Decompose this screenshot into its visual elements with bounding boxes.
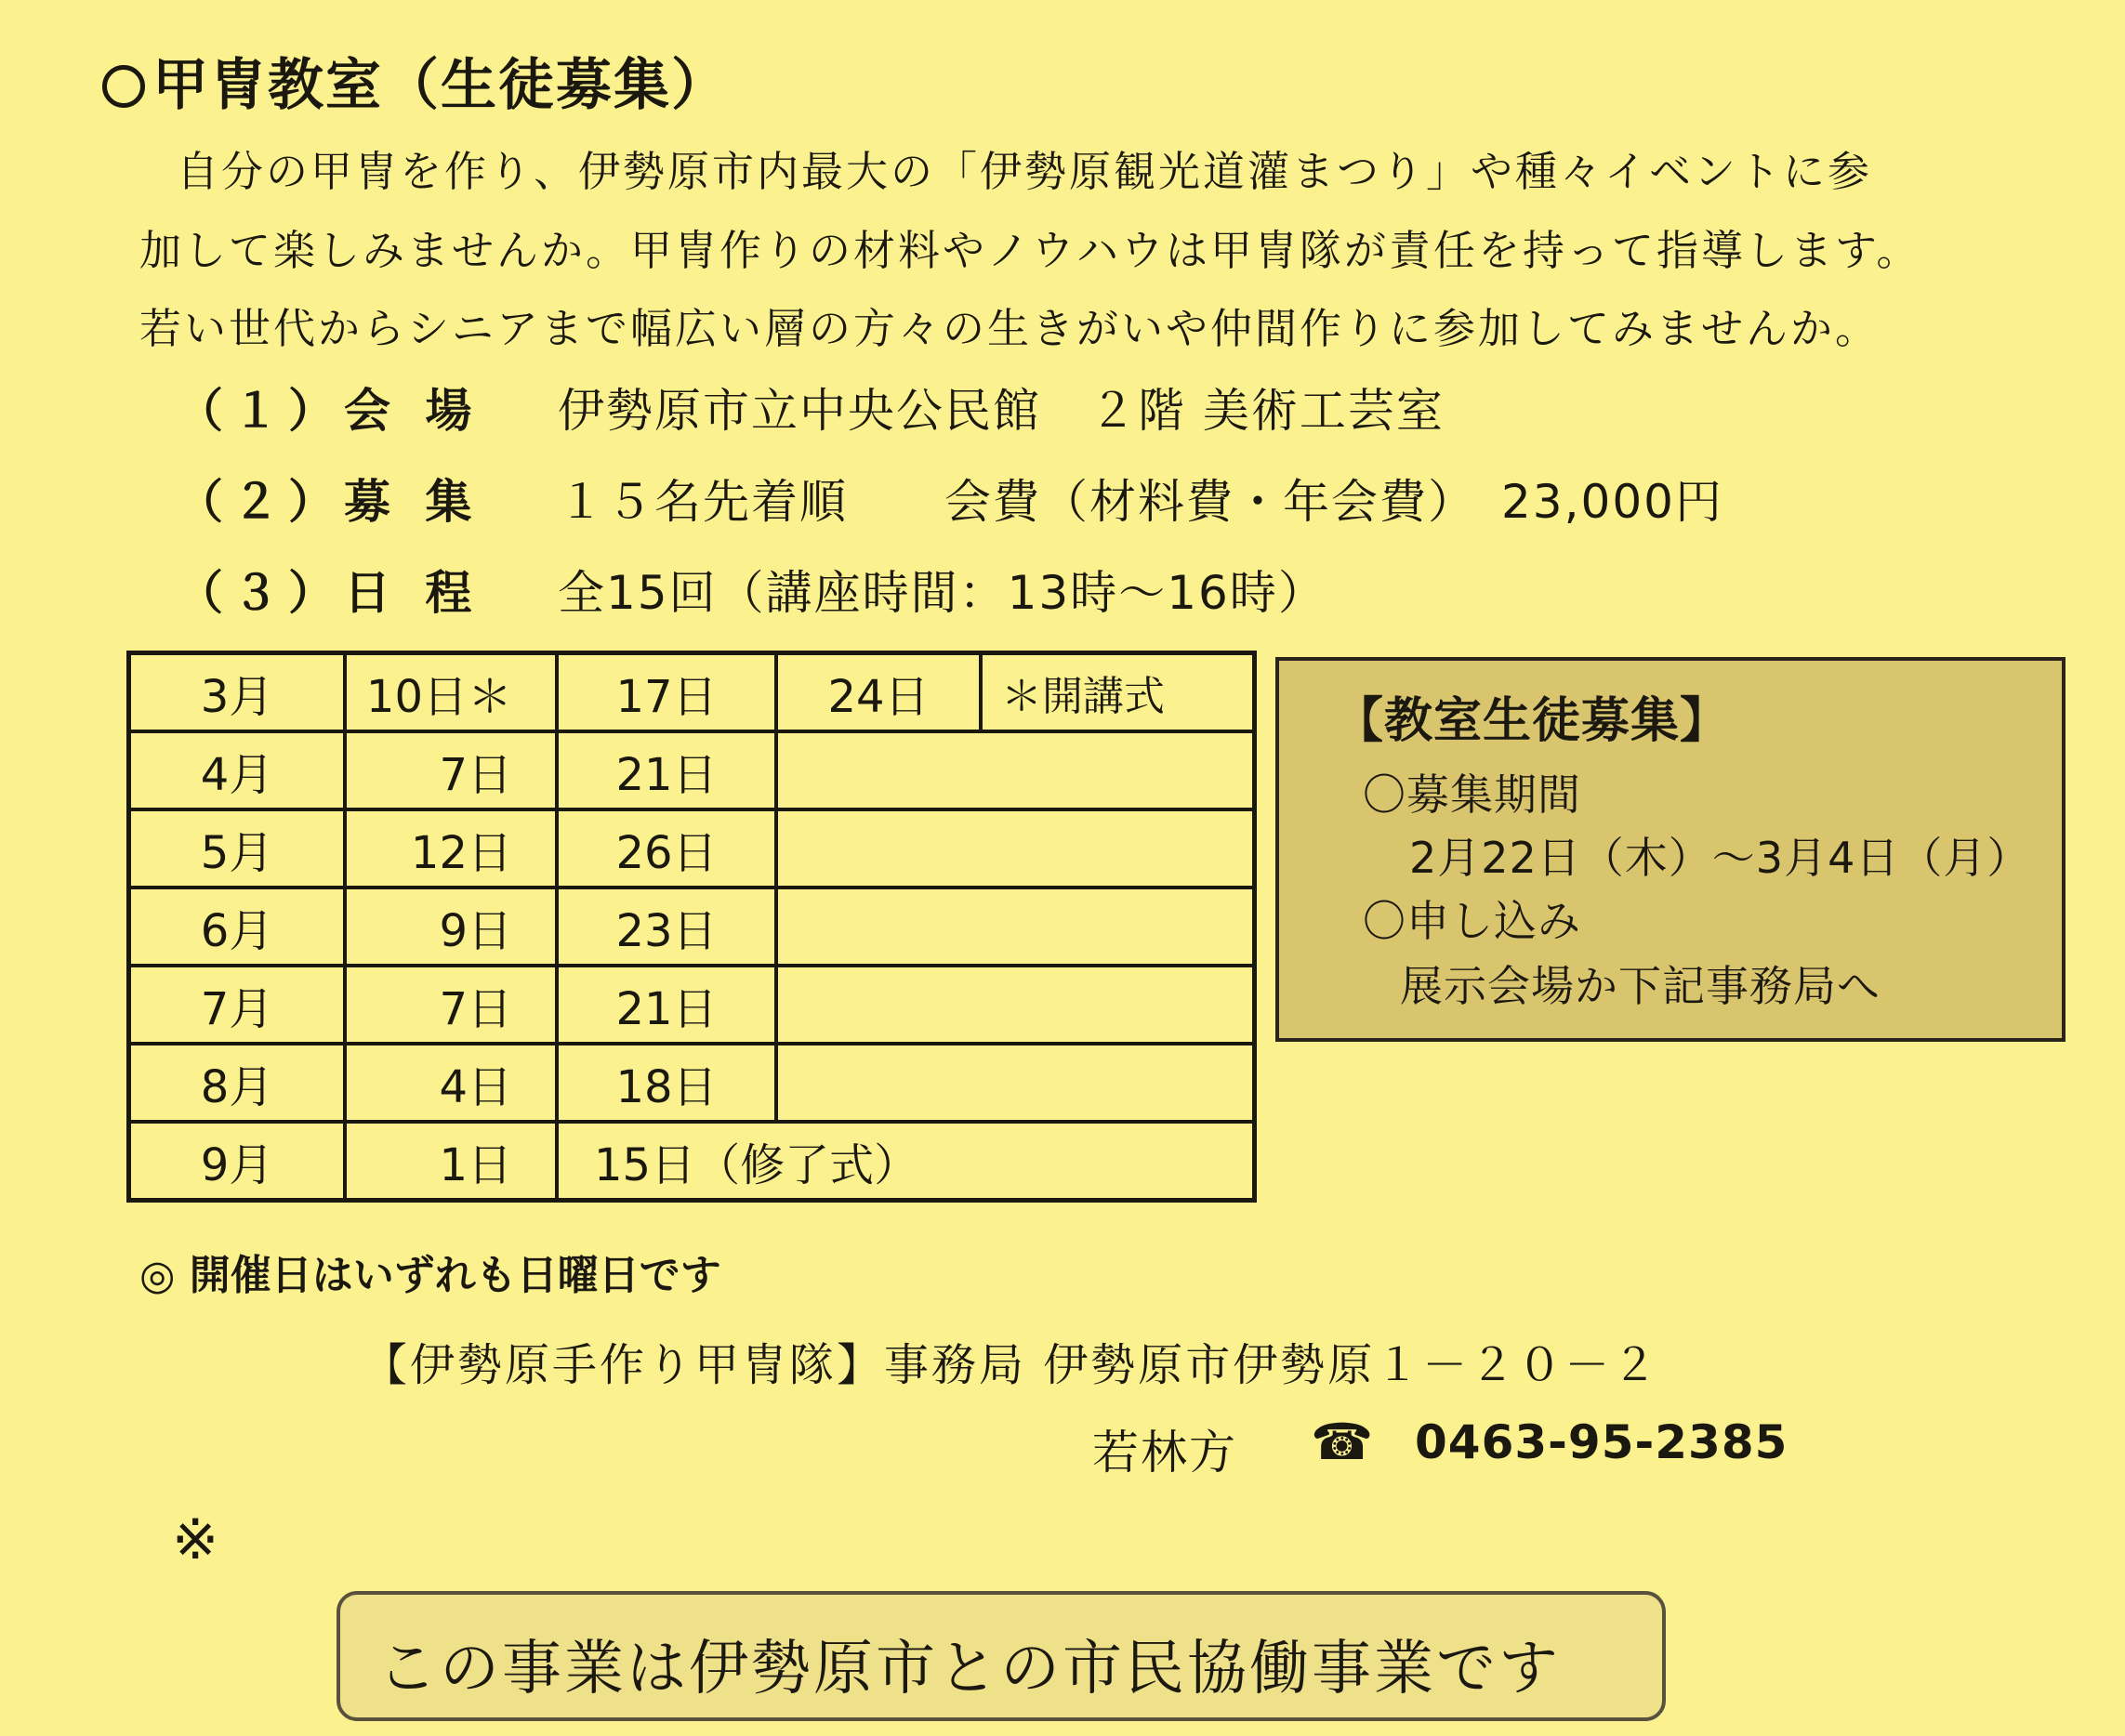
phone-number: 0463-95-2385 [1415, 1415, 1788, 1469]
date-cell: 26日 [557, 809, 776, 888]
item-venue-value: 伊勢原市立中央公民館 ２階 美術工芸室 [558, 384, 1445, 438]
date-cell: 12日 [345, 809, 557, 888]
date-cell: 9日 [345, 888, 557, 966]
empty-cell [776, 966, 1254, 1044]
page-title-text: 甲冑教室（生徒募集） [152, 53, 729, 118]
intro-line-1: 自分の甲冑を作り、伊勢原市内最大の「伊勢原観光道灌まつり」や種々イベントに参 [177, 147, 1873, 196]
date-cell: 7日 [345, 731, 557, 809]
empty-cell [776, 1044, 1254, 1122]
page-title [102, 41, 729, 121]
month-cell: 8月 [129, 1044, 346, 1122]
item-schedule-value: 全15回（講座時間：13時～16時） [558, 566, 1326, 620]
collaboration-banner [337, 1591, 1666, 1721]
item-recruitment-label: （２）募 集 [177, 475, 482, 529]
date-cell-completion: 15日（修了式） [557, 1122, 1254, 1201]
application-value: 展示会場か下記事務局へ [1400, 961, 1881, 1011]
date-cell: 17日 [557, 653, 776, 732]
date-cell: 10日＊ [345, 653, 557, 732]
schedule-table [126, 651, 1257, 1203]
date-cell: 7日 [345, 966, 557, 1044]
date-cell: 4日 [345, 1044, 557, 1122]
intro-line-2: 加して楽しみませんか。甲冑作りの材料やノウハウは甲冑隊が責任を持って指導します。 [139, 226, 1921, 275]
table-row [129, 809, 1255, 888]
date-cell: 18日 [557, 1044, 776, 1122]
recruitment-box-title: 【教室生徒募集】 [1335, 693, 1730, 749]
date-cell: 24日 [776, 653, 981, 732]
table-row [129, 731, 1255, 809]
date-cell: 23日 [557, 888, 776, 966]
table-row [129, 888, 1255, 966]
sunday-note: ◎ 開催日はいずれも日曜日です [139, 1252, 721, 1299]
item-schedule-label: （３）日 程 [177, 566, 482, 620]
intro-line-3: 若い世代からシニアまで幅広い層の方々の生きがいや仲間作りに参加してみませんか。 [139, 304, 1881, 353]
recruitment-period-label: 〇募集期間 [1363, 769, 1581, 820]
empty-cell [776, 888, 1254, 966]
month-cell: 4月 [129, 731, 346, 809]
item-recruitment-value: １５名先着順 会費（材料費・年会費） 23,000円 [558, 475, 1723, 529]
recruitment-box [1275, 657, 2066, 1042]
item-venue-label: （１）会 場 [177, 384, 482, 438]
office-address: 【伊勢原手作り甲冑隊】事務局 伊勢原市伊勢原１－２０－２ [363, 1339, 1660, 1391]
empty-cell [776, 809, 1254, 888]
table-row [129, 1044, 1255, 1122]
empty-cell [776, 731, 1254, 809]
date-cell: 21日 [557, 731, 776, 809]
contact-person: 若林方 [1092, 1426, 1237, 1480]
month-cell: 5月 [129, 809, 346, 888]
application-label: 〇申し込み [1363, 896, 1581, 946]
table-row [129, 653, 1255, 732]
month-cell: 3月 [129, 653, 346, 732]
month-cell: 9月 [129, 1122, 346, 1201]
recruitment-period-value: 2月22日（木）～3月4日（月） [1409, 833, 2031, 883]
date-cell: 21日 [557, 966, 776, 1044]
date-cell: 1日 [345, 1122, 557, 1201]
table-row [129, 966, 1255, 1044]
opening-note-cell: ＊開講式 [981, 653, 1254, 732]
month-cell: 6月 [129, 888, 346, 966]
month-cell: 7月 [129, 966, 346, 1044]
table-row [129, 1122, 1255, 1201]
circle-icon [102, 65, 145, 108]
collaboration-banner-text: この事業は伊勢原市との市民協働事業です [377, 1635, 1561, 1703]
reference-mark: ※ [172, 1507, 219, 1572]
telephone-icon: ☎ [1311, 1413, 1374, 1471]
